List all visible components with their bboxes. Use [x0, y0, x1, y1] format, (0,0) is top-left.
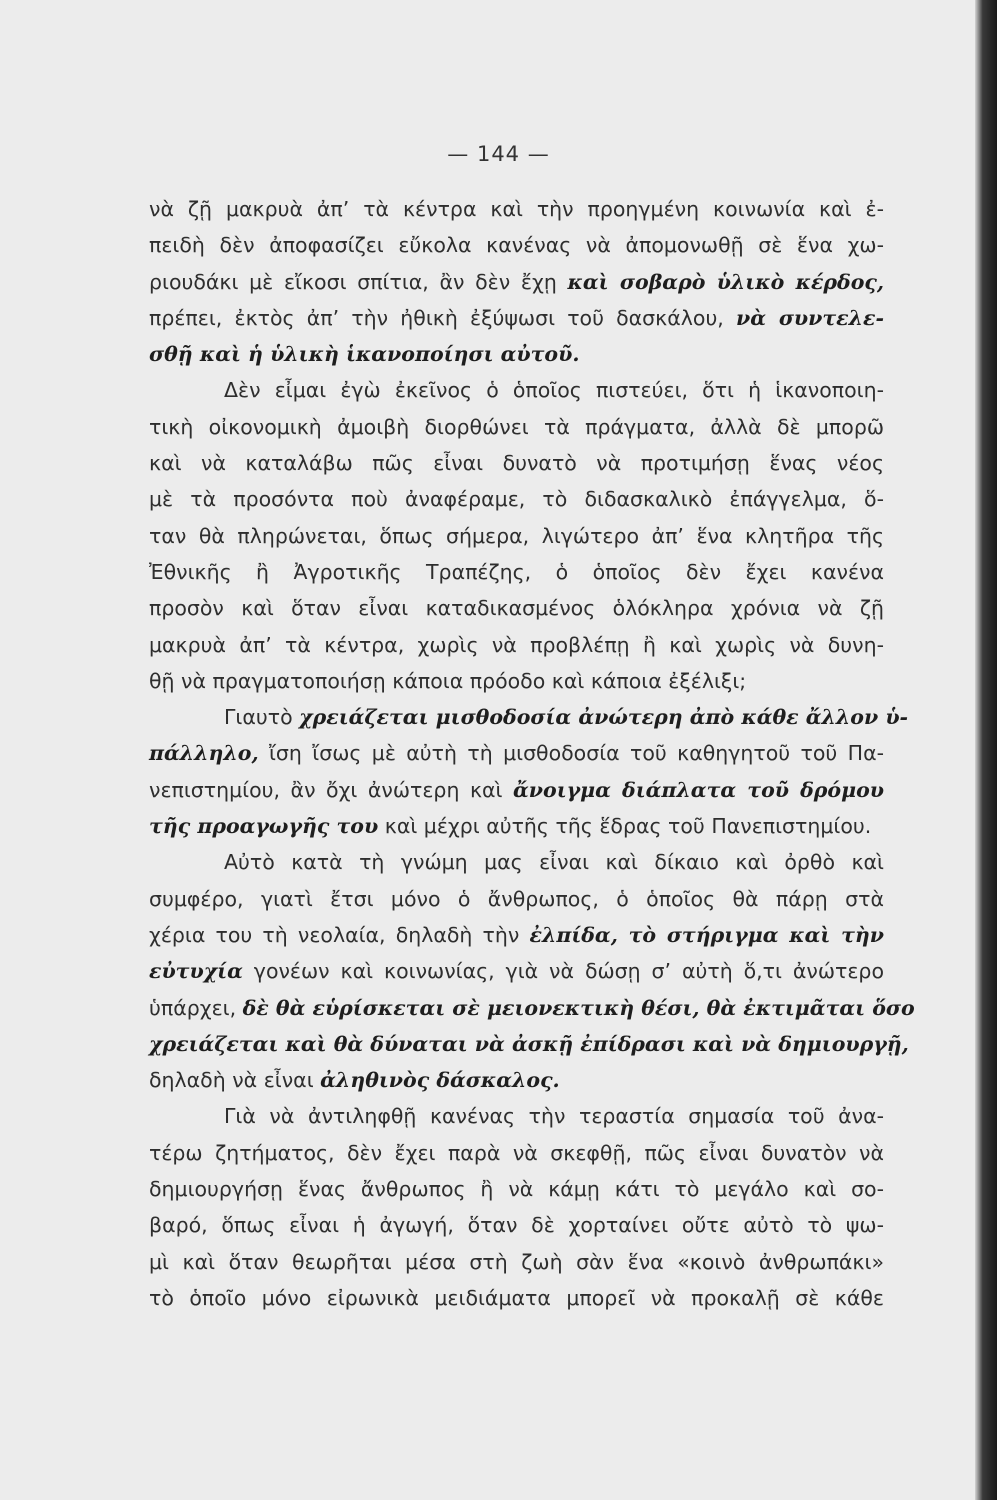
line-text: ριουδάκι μὲ εἴκοσι σπίτια, ἂν δὲν ἔχῃ — [149, 269, 568, 294]
paragraph-start-line — [149, 372, 884, 408]
text-line — [149, 808, 884, 844]
line-text: θῇ νὰ πραγματοποιήσῃ κάποια πρόοδο καὶ κάποια ἐξέλιξι; — [149, 668, 747, 693]
text-line — [149, 917, 884, 953]
text-line — [149, 1135, 884, 1171]
text-line — [149, 409, 884, 445]
line-text: πρέπει, ἐκτὸς ἀπ’ τὴν ἠθικὴ ἐξύψωσι τοῦ δασκάλου, — [149, 305, 737, 330]
line-text: βαρό, ὅπως εἶναι ἡ ἀγωγή, ὅταν δὲ χορταίνει οὔτε αὐτὸ τὸ ψω- — [149, 1213, 884, 1238]
text-line — [149, 191, 884, 227]
body-text — [149, 191, 915, 1316]
line-text: νὰ ζῇ μακρυὰ ἀπ’ τὰ κέντρα καὶ τὴν προηγμένη κοινωνία καὶ ἐ- — [149, 197, 884, 221]
text-line — [149, 1026, 909, 1062]
text-line — [149, 300, 884, 336]
emphasized-text: νὰ συντελε- — [736, 305, 884, 330]
text-line — [149, 481, 884, 517]
emphasized-text: εὐτυχία — [149, 959, 243, 984]
line-text: μακρυὰ ἀπ’ τὰ κέντρα, χωρὶς νὰ προβλέπῃ ἢ καὶ χωρὶς νὰ δυνη- — [149, 632, 884, 657]
paragraph-start-line — [149, 699, 909, 735]
text-line — [149, 627, 884, 663]
text-line — [149, 772, 884, 808]
page-number-dashes-left: — — [447, 142, 477, 166]
text-line — [149, 1244, 884, 1280]
emphasized-text: πάλληλο, — [149, 741, 259, 766]
line-text: Γιαυτὸ — [224, 705, 300, 730]
paragraph-start-line — [149, 1098, 884, 1134]
text-line — [149, 663, 884, 699]
line-text: ταν θὰ πληρώνεται, ὅπως σήμερα, λιγώτερο ἀπ’ ἕνα κλητῆρα τῆς — [149, 523, 884, 548]
emphasized-text: ἀληθινὸς δάσκαλος. — [320, 1068, 560, 1093]
emphasized-text: χρειάζεται καὶ θὰ δύναται νὰ ἀσκῇ ἐπίδρασι καὶ νὰ δημιουργῇ, — [149, 1031, 909, 1056]
line-text: καὶ μέχρι αὐτῆς τῆς ἕδρας τοῦ Πανεπιστημίου. — [378, 814, 872, 839]
line-text: Αὐτὸ κατὰ τὴ γνώμη μας εἶναι καὶ δίκαιο καὶ ὀρθὸ καὶ — [224, 850, 884, 875]
text-line — [149, 990, 915, 1026]
line-text: Δὲν εἶμαι ἐγὼ ἐκεῖνος ὁ ὁποῖος πιστεύει, ὅτι ἡ ἱκανοποιη- — [224, 378, 884, 403]
emphasized-text: τῆς προαγωγῆς του — [149, 814, 379, 839]
text-line — [149, 445, 884, 481]
line-text: τὸ ὁποῖο μόνο εἰρωνικὰ μειδιάματα μπορεῖ νὰ προκαλῇ σὲ κάθε — [149, 1285, 884, 1310]
emphasized-text: ἄνοιγμα διάπλατα τοῦ δρόμου — [513, 777, 885, 802]
page-number-dashes-right: — — [520, 142, 550, 166]
text-line — [149, 1280, 884, 1316]
line-text: προσὸν καὶ ὅταν εἶναι καταδικασμένος ὁλόκληρα χρόνια νὰ ζῇ — [149, 596, 884, 621]
text-line — [149, 336, 884, 372]
page-number-value: 144 — [476, 142, 521, 166]
emphasized-text: καὶ σοβαρὸ ὑλικὸ κέρδος, — [567, 269, 885, 294]
line-text: Ἐθνικῆς ἢ Ἀγροτικῆς Τραπέζης, ὁ ὁποῖος δὲν ἔχει κανένα — [149, 559, 884, 584]
line-text: συμφέρο, γιατὶ ἔτσι μόνο ὁ ἄνθρωπος, ὁ ὁποῖος θὰ πάρῃ στὰ — [149, 886, 884, 911]
text-line — [149, 1062, 884, 1098]
text-line — [149, 1207, 884, 1243]
text-line — [149, 953, 884, 989]
line-text: νεπιστημίου, ἂν ὄχι ἀνώτερη καὶ — [149, 777, 514, 802]
text-line — [149, 881, 884, 917]
text-line — [149, 590, 884, 626]
emphasized-text: σθῇ καὶ ἡ ὑλικὴ ἱκανοποίησι αὐτοῦ. — [149, 342, 580, 367]
paragraph-start-line — [149, 844, 884, 880]
line-text: μὲ τὰ προσόντα ποὺ ἀναφέραμε, τὸ διδασκαλικὸ ἐπάγγελμα, ὅ- — [149, 487, 884, 512]
text-line — [149, 1171, 884, 1207]
page-number — [0, 142, 997, 166]
line-text: πειδὴ δὲν ἀποφασίζει εὔκολα κανένας νὰ ἀπομονωθῇ σὲ ἕνα χω- — [149, 233, 884, 258]
text-line — [149, 518, 884, 554]
emphasized-text: χρειάζεται μισθοδοσία ἀνώτερη ἀπὸ κάθε ἄλλον ὑ- — [299, 705, 909, 730]
line-text: μὶ καὶ ὅταν θεωρῆται μέσα στὴ ζωὴ σὰν ἕνα «κοινὸ ἀνθρωπάκι» — [149, 1249, 884, 1274]
scan-edge-shadow — [975, 0, 997, 1500]
line-text: δημιουργήσῃ ἕνας ἄνθρωπος ἢ νὰ κάμῃ κάτι τὸ μεγάλο καὶ σο- — [149, 1177, 884, 1202]
line-text: γονέων καὶ κοινωνίας, γιὰ νὰ δώσῃ σ’ αὐτὴ ὅ,τι ἀνώτερο — [242, 959, 884, 984]
line-text: δηλαδὴ νὰ εἶναι — [149, 1068, 321, 1093]
line-text: χέρια του τὴ νεολαία, δηλαδὴ τὴν — [149, 922, 530, 947]
line-text: τέρω ζητήματος, δὲν ἔχει παρὰ νὰ σκεφθῇ, πῶς εἶναι δυνατὸν νὰ — [149, 1140, 884, 1165]
line-text: Γιὰ νὰ ἀντιληφθῇ κανένας τὴν τεραστία σημασία τοῦ ἀνα- — [224, 1104, 884, 1129]
line-text: καὶ νὰ καταλάβω πῶς εἶναι δυνατὸ νὰ προτιμήσῃ ἕνας νέος — [149, 451, 884, 476]
line-text: ὑπάρχει, — [149, 995, 243, 1020]
text-line — [149, 554, 884, 590]
text-line — [149, 264, 884, 300]
line-text: ἴση ἴσως μὲ αὐτὴ τὴ μισθοδοσία τοῦ καθηγητοῦ τοῦ Πα- — [258, 741, 884, 766]
line-text: τικὴ οἰκονομικὴ ἀμοιβὴ διορθώνει τὰ πράγματα, ἀλλὰ δὲ μπορῶ — [149, 414, 884, 439]
text-line — [149, 227, 884, 263]
text-line — [149, 735, 884, 771]
emphasized-text: ἐλπίδα, τὸ στήριγμα καὶ τὴν — [529, 922, 884, 947]
emphasized-text: δὲ θὰ εὑρίσκεται σὲ μειονεκτικὴ θέσι, θὰ ἐκτιμᾶται ὅσο — [242, 995, 915, 1020]
